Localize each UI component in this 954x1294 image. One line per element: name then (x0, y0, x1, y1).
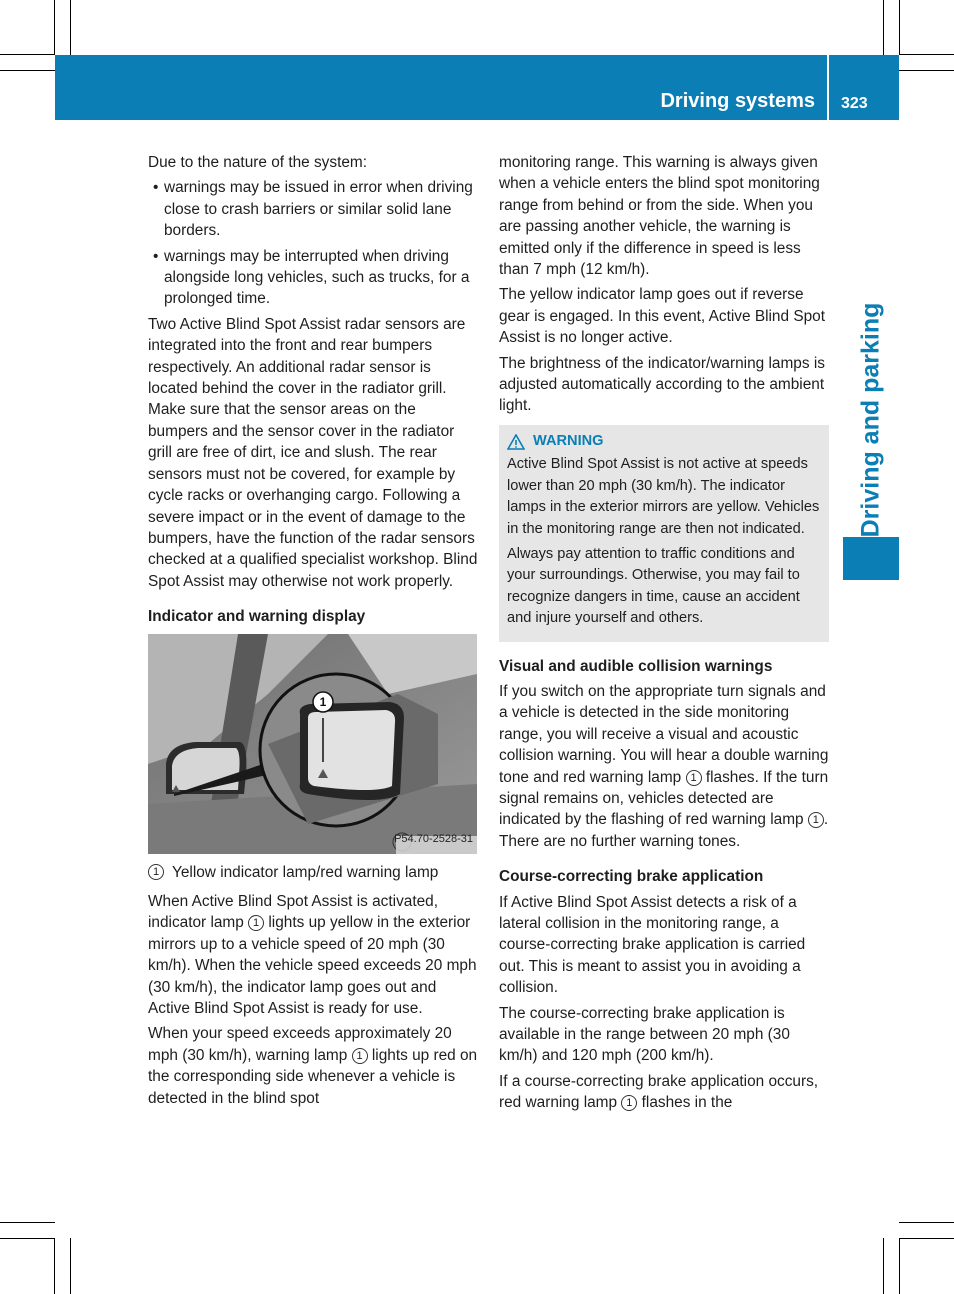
side-tab-label: Driving and parking (856, 302, 885, 538)
warning-header (507, 431, 821, 452)
sensors-paragraph: Two Active Blind Spot Assist radar sensors are integrated into the front and rear bumpers respectively. An additional radar sensor is located behind the cover in the radiator grill. Make sure that the sensor areas on the bumpers and the sensor cover in the radiator grill are free of dirt, ice and slush. The rear sensors must not be covered, for example by cycle racks or overhanging cargo. Following a severe impact or in the event of damage to the bumpers, have the function of the radar sensors checked at a qualified specialist workshop. Blind Spot Assist may otherwise not work properly. (148, 315, 478, 590)
speed-paragraph (148, 1023, 478, 1109)
crop-mark (883, 0, 884, 55)
brake-paragraph: The course-correcting brake application is available in the range between 20 mph (30 km/h) and 120 mph (200 km/h). (499, 1004, 790, 1065)
heading-indicator: Indicator and warning display (148, 608, 366, 626)
page-number: 323 (841, 95, 868, 112)
section-title: Driving systems (660, 90, 815, 112)
reverse-paragraph: The yellow indicator lamp goes out if reverse gear is engaged. In this event, Active Blind Spot Assist is no longer active. (499, 286, 825, 347)
text-run: If a course-correcting brake application occurs, red warning lamp (499, 1072, 819, 1112)
continuation-paragraph: monitoring range. This warning is always given when a vehicle enters the blind spot monitoring range from behind or from the side. When you are passing another vehicle, the warning is emitted only if the difference in speed is less than 7 mph (12 km/h). (499, 154, 820, 279)
crop-mark (0, 1222, 55, 1223)
text-run: When Active Blind Spot Assist is activated, indicator lamp (148, 892, 438, 932)
figure-callout: 1 (319, 694, 327, 709)
callout-number: 1 (686, 770, 702, 786)
text-run: When your speed exceeds approximately 20 mph (30 km/h), warning lamp (148, 1025, 452, 1064)
figure-caption (148, 862, 478, 883)
left-column (148, 152, 478, 1113)
side-tab (843, 537, 899, 580)
visual-paragraph (499, 681, 829, 852)
crop-mark (883, 1238, 884, 1294)
crop-mark (0, 1238, 55, 1239)
mirror-illustration-svg (148, 634, 477, 854)
text-run: . There are no further warning tones. (499, 811, 829, 850)
callout-number: 1 (148, 864, 164, 880)
text-run: lights up yellow in the exterior mirrors up to a vehicle speed of 20 mph (30 km/h). When the vehicle speed exceeds 20 mph (30 km/h), the indicator lamp goes out and Active Blind Spot Assist is ready for use. (148, 914, 477, 1017)
callout-number: 1 (621, 1095, 637, 1111)
list-item: • warnings may be interrupted when driving alongside long vehicles, such as trucks, for a prolonged time. (148, 246, 478, 310)
caption-text: Yellow indicator lamp/red warning lamp (172, 863, 439, 881)
crop-mark (899, 1222, 954, 1223)
callout-number: 1 (808, 812, 824, 828)
warning-box (499, 425, 829, 642)
crop-mark (70, 1238, 71, 1294)
crop-mark (899, 54, 954, 55)
heading-brake: Course-correcting brake application (499, 868, 764, 886)
crop-mark (54, 1238, 55, 1294)
crop-mark (0, 54, 55, 55)
text-run: flashes in the (641, 1094, 733, 1112)
crop-mark (54, 0, 55, 55)
warning-title: WARNING (533, 432, 604, 449)
figure-code: P54.70-2528-31 (394, 833, 473, 846)
side-tab-label-container (855, 302, 887, 538)
mirror-illustration (148, 634, 477, 854)
brightness-paragraph: The brightness of the indicator/warning lamps is adjusted automatically according to the ambient light. (499, 354, 825, 415)
warning-triangle-icon (507, 434, 525, 450)
page-header (55, 55, 899, 120)
activated-paragraph (148, 891, 478, 1019)
header-divider (827, 55, 829, 120)
crop-mark (899, 1238, 954, 1239)
heading-visual: Visual and audible collision warnings (499, 657, 773, 675)
crop-mark (899, 0, 900, 55)
warning-paragraph: Active Blind Spot Assist is not active at speeds lower than 20 mph (30 km/h). The indicator lamps in the exterior mirrors are yellow. Vehicles in the monitoring range are then not indicated. (507, 456, 820, 537)
right-column (499, 152, 829, 1118)
brake-paragraph (499, 1071, 829, 1114)
crop-mark (899, 70, 954, 71)
intro-text: Due to the nature of the system: (148, 154, 368, 171)
crop-mark (0, 70, 55, 71)
crop-mark (70, 0, 71, 55)
list-item: • warnings may be issued in error when driving close to crash barriers or similar solid lane borders. (148, 177, 478, 241)
text-run: lights up red on the corresponding side whenever a vehicle is detected in the blind spot (148, 1046, 478, 1107)
brake-paragraph: If Active Blind Spot Assist detects a risk of a lateral collision in the monitoring range, a course-correcting brake application is carried out. This is meant to assist you in avoiding a collision. (499, 893, 806, 997)
text-run: If you switch on the appropriate turn signals and a vehicle is detected in the side monitoring range, you will receive a visual and acoustic collision warning. You will hear a double warning tone and red warning lamp (499, 682, 829, 786)
callout-number: 1 (248, 915, 264, 931)
warning-paragraph: Always pay attention to traffic conditions and your surroundings. Otherwise, you may fail to recognize dangers in time, cause an accident and injure yourself and others. (507, 545, 800, 627)
bullet-list (148, 177, 478, 309)
text-run: flashes. If the turn signal remains on, vehicles detected are indicated by the flashing of red warning lamp (499, 768, 829, 829)
crop-mark (899, 1238, 900, 1294)
callout-number: 1 (352, 1048, 368, 1064)
